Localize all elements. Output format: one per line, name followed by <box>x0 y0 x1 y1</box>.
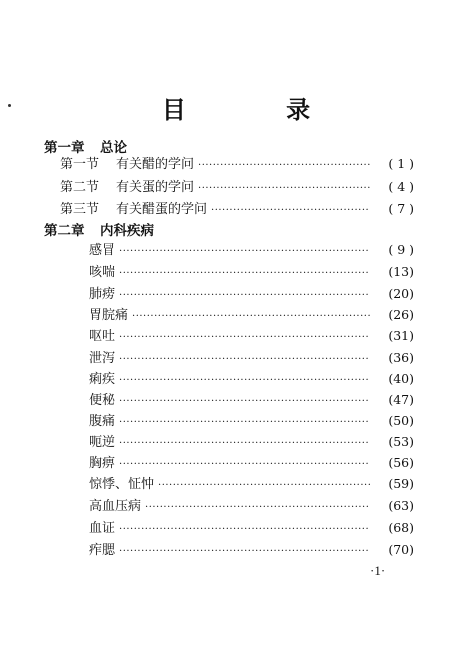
entry-label: 呃逆 <box>89 435 116 450</box>
toc-entry[interactable] <box>89 389 414 407</box>
page-ref: (50) <box>388 413 414 428</box>
toc-entry[interactable] <box>89 261 414 279</box>
page-ref: (53) <box>388 434 414 449</box>
page-ref: ( 7 ) <box>388 201 414 216</box>
page-ref: (59) <box>388 476 414 491</box>
dot-leader <box>198 160 370 171</box>
page-ref: (40) <box>388 371 414 386</box>
entry-label: 有关醋的学问 <box>116 157 195 172</box>
page-ref: (20) <box>388 286 414 301</box>
entry-label: 呕吐 <box>89 329 116 344</box>
entry-label: 血证 <box>89 521 116 536</box>
dot-leader <box>119 459 370 470</box>
page-ref: ( 4 ) <box>388 179 414 194</box>
dot-leader <box>119 524 370 535</box>
dot-leader <box>145 502 370 513</box>
toc-entry[interactable] <box>89 283 414 301</box>
entry-label: 胸痹 <box>89 456 116 471</box>
chapter-number: 第一章 <box>44 140 85 156</box>
page-ref: (26) <box>388 307 414 322</box>
page-ref: (70) <box>388 542 414 557</box>
page-ref: (63) <box>388 498 414 513</box>
entry-label: 有关蛋的学问 <box>116 180 195 195</box>
dot-leader <box>119 438 370 449</box>
toc-entry[interactable] <box>89 431 414 449</box>
toc-entry[interactable] <box>89 304 414 322</box>
page-ref: (56) <box>388 455 414 470</box>
dot-leader <box>119 417 370 428</box>
page-ref: (68) <box>388 520 414 535</box>
dot-leader <box>211 205 370 216</box>
section-number: 第三节 <box>60 202 100 217</box>
page-ref: (31) <box>388 328 414 343</box>
entry-label: 泄泻 <box>89 351 116 366</box>
page-number: ·1· <box>370 563 386 578</box>
chapter-title: 内科疾病 <box>100 223 154 239</box>
toc-entry[interactable] <box>89 410 414 428</box>
entry-label: 咳喘 <box>89 265 116 280</box>
toc-entry[interactable] <box>89 473 414 491</box>
toc-entry[interactable] <box>89 368 414 386</box>
page-ref: (13) <box>388 264 414 279</box>
section-number: 第二节 <box>60 180 100 195</box>
entry-label: 感冒 <box>89 243 116 258</box>
entry-label: 腹痛 <box>89 414 116 429</box>
toc-entry[interactable] <box>89 347 414 365</box>
dot-leader <box>119 375 370 386</box>
page-ref: ( 9 ) <box>388 242 414 257</box>
chapter-title: 总论 <box>100 140 127 156</box>
page-title: 目 录 <box>161 96 357 124</box>
page-ref: (47) <box>388 392 414 407</box>
dot-leader <box>119 290 370 301</box>
toc-entry[interactable] <box>89 495 414 513</box>
entry-label: 惊悸、怔忡 <box>89 477 155 492</box>
entry-label: 高血压病 <box>89 499 142 514</box>
toc-entry[interactable] <box>89 517 414 535</box>
entry-label: 痢疾 <box>89 372 116 387</box>
dot-leader <box>119 354 370 365</box>
section-number: 第一节 <box>60 157 100 172</box>
toc-entry[interactable] <box>60 176 414 194</box>
toc-entry[interactable] <box>60 198 414 216</box>
dot-leader <box>119 332 370 343</box>
toc-entry[interactable] <box>89 539 414 557</box>
dot-leader <box>132 311 370 322</box>
page-ref: (36) <box>388 350 414 365</box>
toc-entry[interactable] <box>60 153 414 171</box>
entry-label: 肺痨 <box>89 287 116 302</box>
dot-leader <box>198 183 370 194</box>
toc-entry[interactable] <box>89 239 414 257</box>
entry-label: 胃脘痛 <box>89 308 129 323</box>
dot-leader <box>158 480 370 491</box>
entry-label: 痄腮 <box>89 543 116 558</box>
chapter-heading <box>44 219 154 239</box>
entry-label: 有关醋蛋的学问 <box>116 202 208 217</box>
dot-leader <box>119 396 370 407</box>
dot-leader <box>119 268 370 279</box>
toc-entry[interactable] <box>89 325 414 343</box>
page-ref: ( 1 ) <box>388 156 414 171</box>
dot-leader <box>119 546 370 557</box>
entry-label: 便秘 <box>89 393 116 408</box>
toc-entry[interactable] <box>89 452 414 470</box>
chapter-number: 第二章 <box>44 223 85 239</box>
dot-leader <box>119 246 370 257</box>
